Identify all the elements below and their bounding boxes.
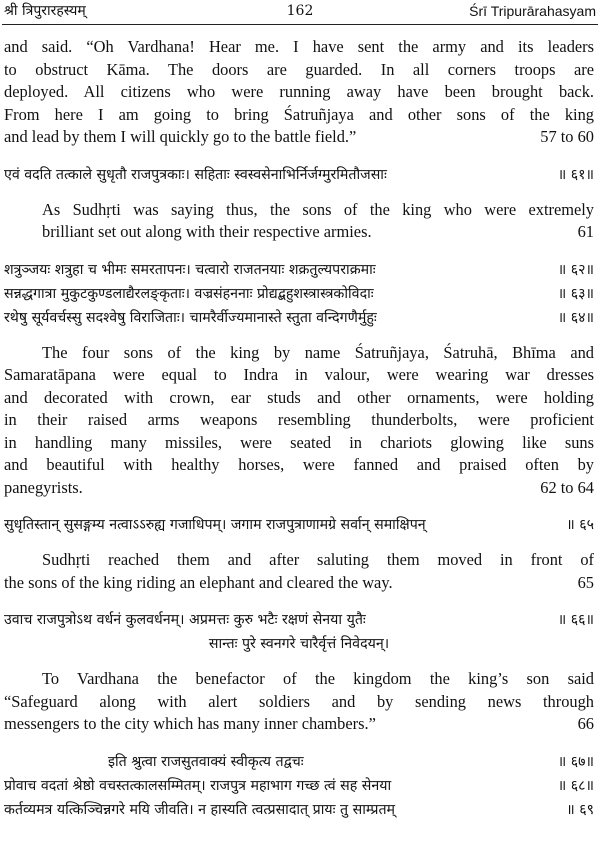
page-number: 162 (286, 3, 314, 19)
verse-reference: 57 to 60 (540, 127, 594, 146)
sanskrit-verse-67 (4, 750, 594, 774)
text-line: As Sudhṛti was saying thus, the sons of the king who were extremely (42, 199, 594, 219)
text-line: in handling many missiles, were seated in chariots glowing like suns (4, 432, 594, 452)
text-line: Samaratāpana were equal to Indra in valour, were wearing war dresses (4, 365, 594, 384)
translation-66 (4, 668, 594, 736)
verse-reference: 61 (577, 222, 594, 241)
verse-text: सुधृतिस्तान् सुसङ्गम्य नत्वाऽऽरुह्य गजाधिपम्। जगाम राजपुत्राणामग्रे सर्वान् समाक्षिपन् (4, 517, 426, 533)
text-line: brilliant set out along with their respective armies. (42, 222, 372, 241)
text-line: panegyrists. (4, 477, 83, 497)
verse-text: सान्तः पुरे स्वनगरे चारैर्वृत्तं निवेदयन्। (208, 636, 390, 652)
verse-number: ॥ ६४॥ (557, 309, 594, 326)
verse-text: शत्रुञ्जयः शत्रुहा च भीमः समरतापनः। चत्वारो राजतनयाः शक्रतुल्यपराक्रमाः (4, 261, 376, 278)
text-line: deployed. All citizens who were running away have been brought back. (4, 82, 594, 101)
text-line-last (4, 477, 594, 500)
text-line: in their raised arms weapons resembling thunderbolts, were proficient (4, 410, 594, 429)
verse-text: इति श्रुत्वा राजसुतवाक्यं स्वीकृत्य तद्वचः (108, 753, 304, 770)
sanskrit-verse-65 (4, 513, 594, 537)
text-line: the sons of the king riding an elephant and cleared the way. (4, 572, 393, 592)
text-line: The four sons of the king by name Śatruñjaya, Śatruhā, Bhīma and (42, 342, 594, 362)
text-line: Sudhṛti reached them and after saluting them moved in front of (42, 550, 594, 569)
text-line-last (4, 126, 594, 149)
sanskrit-verse-63 (4, 282, 594, 306)
header-sanskrit-title: श्री त्रिपुरारहस्यम् (4, 3, 86, 19)
sanskrit-verse-66b (4, 632, 594, 656)
text-line: messengers to the city which has many inner chambers.” (4, 714, 376, 733)
sanskrit-verse-68 (4, 774, 594, 798)
text-line: From here I am going to bring Śatruñjaya and other sons of the king (4, 104, 594, 124)
text-line: to obstruct Kāma. The doors are guarded. In all corners troops are (4, 59, 594, 79)
verse-number: ॥ ६८॥ (557, 777, 594, 794)
verse-text: प्रोवाच वदतां श्रेष्ठो वचस्तत्कालसम्मितम्। राजपुत्र महाभाग गच्छ त्वं सह सेनया (4, 777, 392, 794)
header-english-title: Śrī Tripurārahasyam (469, 3, 596, 19)
verse-number: ॥ ६९ (566, 801, 594, 818)
verse-number: ॥ ६६॥ (557, 612, 594, 628)
text-line: To Vardhana the benefactor of the kingdom the king’s son said (42, 669, 594, 688)
sanskrit-verse-64 (4, 306, 594, 330)
text-line: “Safeguard along with alert soldiers and by sending news through (4, 691, 594, 711)
header-rule (2, 24, 598, 25)
text-line: and said. “Oh Vardhana! Hear me. I have sent the army and its leaders (4, 37, 594, 56)
page-body (4, 36, 594, 822)
text-line-last (4, 713, 594, 736)
verse-reference: 66 (577, 714, 594, 733)
text-line-last (4, 221, 594, 244)
page-header (0, 0, 600, 24)
verse-number: ॥ ६७॥ (557, 753, 594, 770)
text-line: and decorated with crown, ear studs and other ornaments, were holding (4, 387, 594, 407)
verse-text: सन्नद्धगात्रा मुकुटकुण्डलाद्यैरलङ्कृताः। वज्रसंहननाः प्रोद्यद्बहुशस्त्रास्त्रकोविदाः (4, 285, 374, 302)
translation-61 (4, 199, 594, 244)
verse-number: ॥ ६५ (566, 517, 594, 533)
verse-number: ॥ ६२॥ (557, 261, 594, 278)
translation-57-60 (4, 36, 594, 149)
sanskrit-verse-66a (4, 608, 594, 632)
verse-text: कर्तव्यमत्र यत्किञ्चिन्नगरे मयि जीवति। न हास्यति त्वत्प्रसादात् प्रायः तु साम्प्रतम् (4, 801, 396, 818)
verse-number: ॥ ६१॥ (557, 166, 594, 183)
text-line: and beautiful with healthy horses, were fanned and praised often by (4, 455, 594, 474)
verse-text: उवाच राजपुत्रोऽथ वर्धनं कुलवर्धनम्। अप्रमत्तः कुरु भटैः रक्षणं सेनया युतैः (4, 612, 366, 628)
verse-text: रथेषु सूर्यवर्चस्सु सदश्वेषु विराजिताः। चामरैर्वीज्यमानास्ते स्तुता वन्दिगणैर्मुहुः (4, 309, 377, 326)
translation-65 (4, 549, 594, 594)
text-line-last (4, 572, 594, 595)
verse-text: एवं वदति तत्काले सुधृतौ राजपुत्रकाः। सहिताः स्वस्वसेनाभिर्निर्जग्मुरमितौजसाः (4, 166, 387, 183)
sanskrit-verse-61 (4, 163, 594, 187)
sanskrit-verse-62 (4, 258, 594, 282)
verse-reference: 65 (577, 572, 594, 592)
verse-number: ॥ ६३॥ (557, 285, 594, 302)
verse-reference: 62 to 64 (540, 477, 594, 497)
sanskrit-verse-69 (4, 798, 594, 822)
text-line: and lead by them I will quickly go to the battle field.” (4, 127, 357, 146)
translation-62-64 (4, 342, 594, 500)
